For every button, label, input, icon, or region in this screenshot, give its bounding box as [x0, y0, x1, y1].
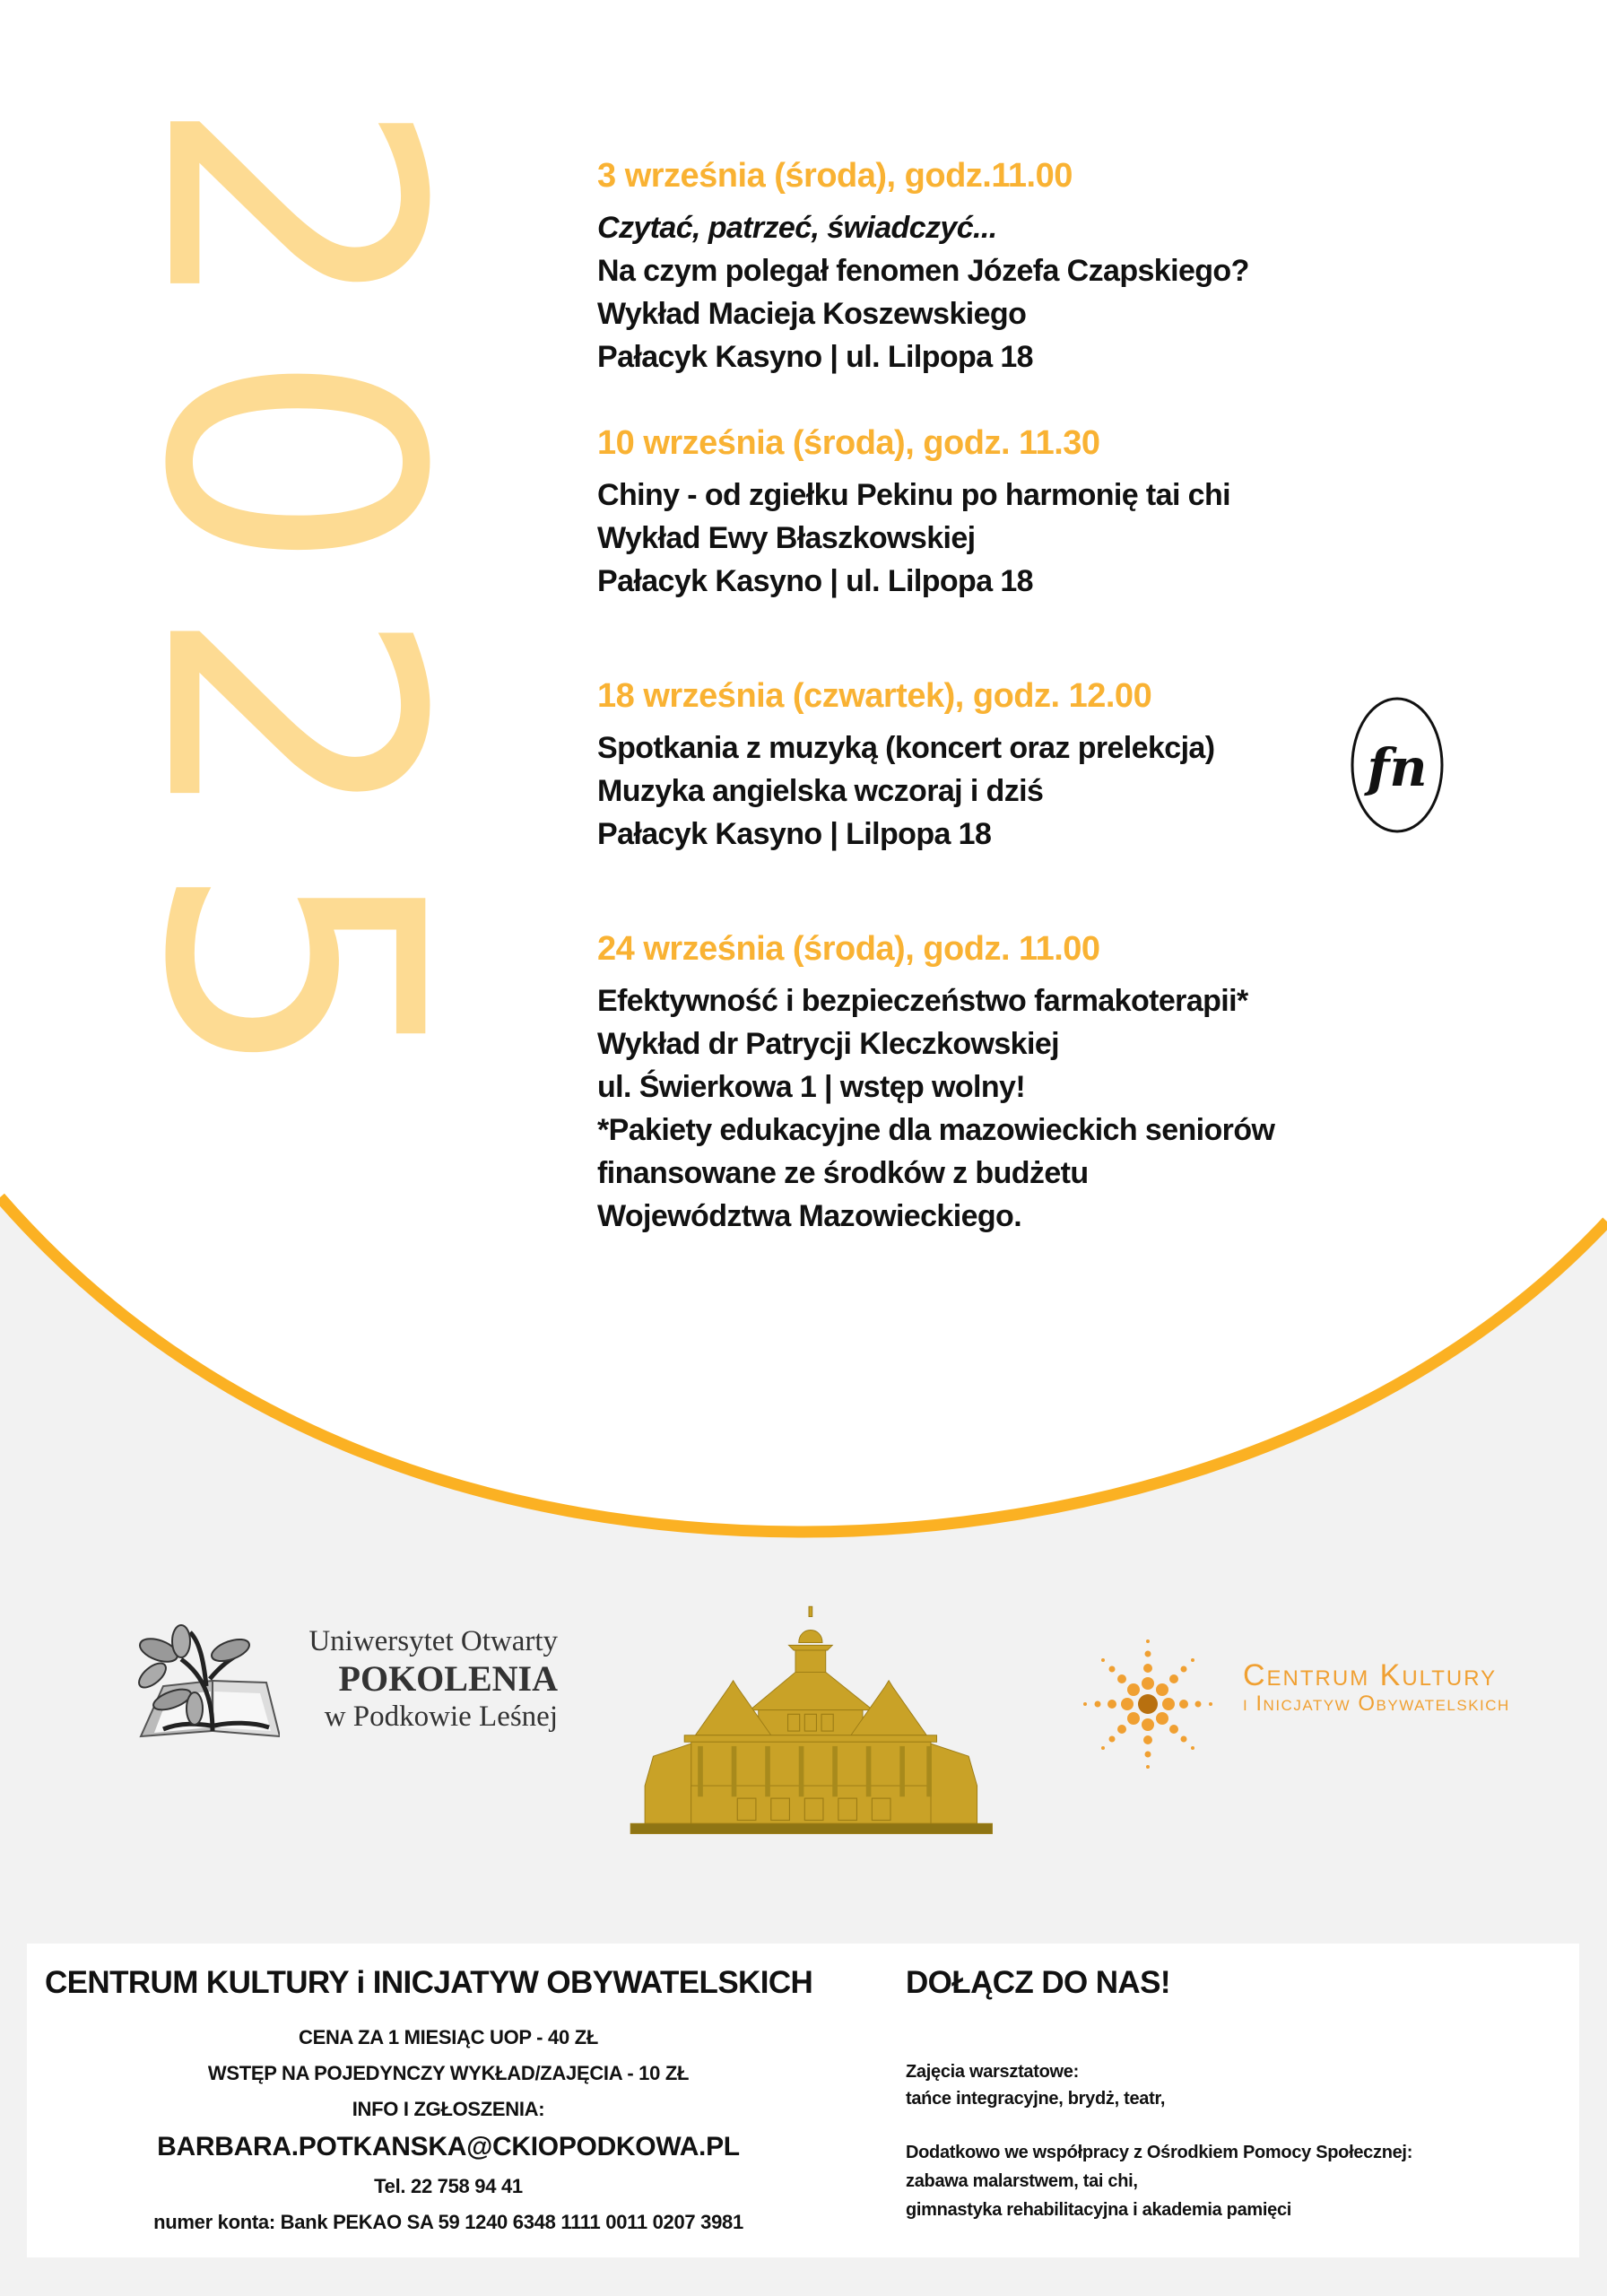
event-line: Spotkania z muzyką (koncert oraz prelekcja): [597, 731, 1215, 765]
extra-list-1: zabawa malarstwem, tai chi,: [906, 2171, 1138, 2191]
footer-right-column: [906, 1944, 1569, 2220]
cki-line-1: Centrum Kultury: [1243, 1658, 1498, 1692]
event-line: Pałacyk Kasyno | ul. Lilpopa 18: [597, 564, 1033, 598]
event-item: [597, 420, 1230, 603]
event-line: Czytać, patrzeć, świadczyć...: [597, 211, 997, 245]
event-item: [597, 926, 1274, 1238]
event-line: ul. Świerkowa 1 | wstęp wolny!: [597, 1070, 1026, 1104]
event-line: Na czym polegał fenomen Józefa Czapskiego?: [597, 254, 1249, 288]
event-line: Pałacyk Kasyno | ul. Lilpopa 18: [597, 340, 1033, 374]
extra-label: Dodatkowo we współpracy z Ośrodkiem Pomocy Społecznej:: [906, 2143, 1413, 2162]
event-line: Wykład Ewy Błaszkowskiej: [597, 521, 976, 555]
event-date: 24 września (środa), godz. 11.00: [597, 930, 1100, 968]
event-line: Wykład dr Patrycji Kleczkowskiej: [597, 1027, 1059, 1061]
workshops-list: tańce integracyjne, brydż, teatr,: [906, 2089, 1166, 2109]
fn-logo-icon: [1350, 696, 1445, 834]
event-line: Efektywność i bezpieczeństwo farmakoterapii*: [597, 984, 1248, 1018]
sun-dots-icon: [1076, 1632, 1220, 1776]
event-line: Województwa Mazowieckiego.: [597, 1199, 1022, 1233]
event-date: 10 września (środa), godz. 11.30: [597, 424, 1100, 462]
event-line: Muzyka angielska wczoraj i dziś: [597, 774, 1044, 808]
year-watermark: 2025: [88, 95, 495, 1116]
extra-list-2: gimnastyka rehabilitacyjna i akademia pamięci: [906, 2200, 1292, 2220]
event-date: 18 września (czwartek), godz. 12.00: [597, 677, 1152, 715]
event-item: [597, 152, 1249, 378]
cki-logo: [1076, 1632, 1524, 1767]
join-us-title: DOŁĄCZ DO NAS!: [906, 1965, 1170, 2000]
bank-account: numer konta: Bank PEKAO SA 59 1240 6348 1111 0011 0207 3981: [153, 2211, 743, 2233]
uop-logo-text: [280, 1623, 558, 1735]
organization-title: CENTRUM KULTURY i INICJATYW OBYWATELSKICH: [45, 1965, 813, 2000]
event-date: 3 września (środa), godz.11.00: [597, 157, 1073, 195]
price-single: WSTĘP NA POJEDYNCZY WYKŁAD/ZAJĘCIA - 10 ZŁ: [207, 2062, 690, 2084]
uop-line-3: w Podkowie Leśnej: [324, 1700, 558, 1733]
workshops-label: Zajęcia warsztatowe:: [906, 2062, 1079, 2082]
event-line: *Pakiety edukacyjne dla mazowieckich seniorów: [597, 1113, 1275, 1147]
event-line: Pałacyk Kasyno | Lilpopa 18: [597, 817, 992, 851]
event-line: Chiny - od zgiełku Pekinu po harmonię tai chi: [597, 478, 1230, 512]
footer-left-column: [45, 1944, 888, 2233]
contact-phone: Tel. 22 758 94 41: [374, 2175, 523, 2197]
event-line: finansowane ze środków z budżetu: [597, 1156, 1089, 1190]
event-line: Wykład Macieja Koszewskiego: [597, 297, 1027, 331]
palace-building-icon: [613, 1596, 1004, 1840]
book-plant-icon: [127, 1623, 280, 1749]
uop-logo: [127, 1623, 558, 1749]
price-month: CENA ZA 1 MIESIĄC UOP - 40 ZŁ: [299, 2026, 598, 2048]
svg-text:fn: fn: [1367, 737, 1428, 798]
cki-logo-text: [1243, 1659, 1510, 1717]
uop-line-1: Uniwersytet Otwarty: [308, 1625, 558, 1657]
info-label: INFO I ZGŁOSZENIA:: [352, 2098, 545, 2120]
contact-email[interactable]: BARBARA.POTKANSKA@CKIOPODKOWA.PL: [157, 2132, 740, 2161]
cki-line-2: i Inicjatyw Obywatelskich: [1243, 1692, 1510, 1716]
partner-logos: [0, 1578, 1607, 1848]
footer-info-box: [27, 1944, 1579, 2257]
uop-line-2: POKOLENIA: [338, 1658, 558, 1699]
event-item: [597, 673, 1214, 856]
